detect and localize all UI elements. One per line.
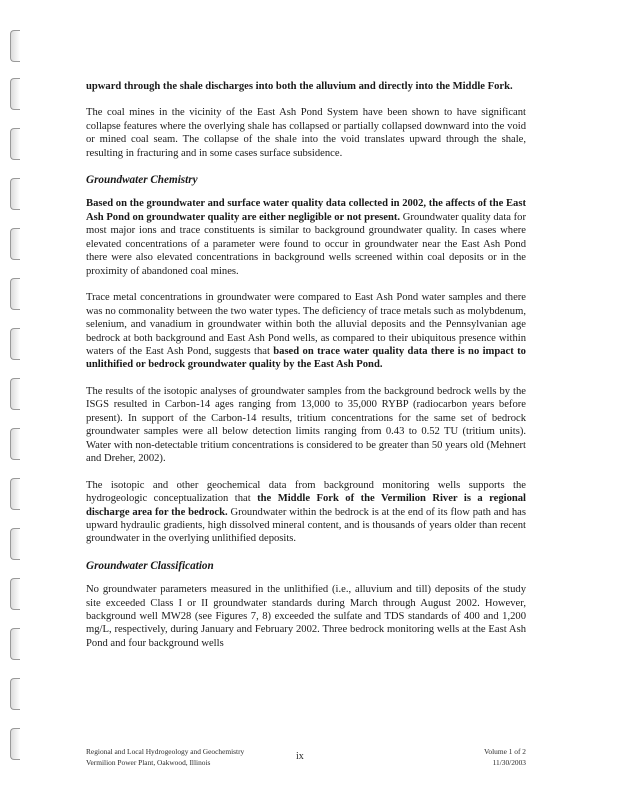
binder-ring-icon — [10, 78, 20, 110]
paragraph-geochemical-data — [86, 479, 526, 546]
text: Groundwater quality data for most major ions and trace constituents is similar to background groundwater quality. In cases where elevated concentrations of a parameter were found to occur in groundwater near the East Ash Pond there were also elevated concentrations in background wells screened within coal deposits or in the proximity of abandoned coal mines. — [86, 211, 527, 277]
binder-ring-icon — [10, 328, 20, 360]
paragraph-trace-metals — [86, 291, 526, 372]
bold-text: the Middle Fork of the Vermilion River is a regional discharge area for the bedrock. — [86, 493, 527, 518]
bold-text: upward through the shale discharges into both the alluvium and directly into the Middle Fork. — [86, 81, 513, 92]
binder-ring-icon — [10, 128, 20, 160]
binder-ring-icon — [10, 478, 20, 510]
text: The isotopic and other geochemical data from background monitoring wells supports the hydrogeologic conceptualization that — [86, 479, 526, 505]
bold-text: Based on the groundwater and surface water quality data collected in 2002, the affects of the East Ash Pond on groundwater quality are either negligible or not present. — [86, 198, 526, 223]
binder-ring-icon — [10, 378, 20, 410]
binder-ring-icon — [10, 30, 20, 62]
footer-right — [484, 746, 526, 769]
paragraph-classification: No groundwater parameters measured in the unlithified (i.e., alluvium and till) deposits of the study site exceeded Class I or II groundwater standards during March through August 2002. However, background well MW28 (see Figures 7, 8) exceeded the sulfate and TDS standards of 400 and 1,200 mg/L, respectively, during January and February 2002. Three bedrock monitoring wells at the East Ash Pond and four background wells — [86, 584, 526, 649]
binder-ring-icon — [10, 678, 20, 710]
footer-volume: Volume 1 of 2 — [484, 747, 526, 756]
page-number: ix — [296, 751, 304, 762]
footer-left — [86, 746, 244, 769]
paragraph-quality-data — [86, 197, 526, 278]
binder-ring-icon — [10, 728, 20, 760]
footer-report-title: Regional and Local Hydrogeology and Geochemistry — [86, 747, 245, 756]
bold-text: based on trace water quality data there is no impact to unlithified or bedrock groundwater quality by the East Ash Pond. — [86, 346, 526, 371]
page-body — [86, 80, 526, 663]
binder-ring-icon — [10, 578, 20, 610]
text: Groundwater within the bedrock is at the end of its flow path and has upward hydraulic gradients, high dissolved mineral content, and is thousands of years older than recent groundwater in the overlying unlithified deposits. — [86, 506, 526, 545]
binder-ring-icon — [10, 428, 20, 460]
binder-holes — [0, 20, 30, 790]
binder-ring-icon — [10, 528, 20, 560]
footer-date: 11/30/2003 — [492, 758, 526, 768]
binder-ring-icon — [10, 228, 20, 260]
paragraph-isotopic-results: The results of the isotopic analyses of groundwater samples from the background bedrock wells by the ISGS resulted in Carbon-14 ages ranging from 13,000 to 35,000 RYBP (radiocarbon years before present). In support of the Carbon-14 results, tritium concentrations for the same set of bedrock groundwater samples were all below detection limits ranging from 0.43 to 0.52 TU (tritium units). Water with non-detectable tritium concentrations is considered to be greater than 50 years old (Mehnert and Dreher, 2002). — [86, 385, 526, 465]
binder-ring-icon — [10, 278, 20, 310]
footer-location: Vermilion Power Plant, Oakwood, Illinois — [86, 758, 211, 768]
paragraph-continuation — [86, 80, 526, 93]
paragraph-coal-mines: The coal mines in the vicinity of the East Ash Pond System have been shown to have significant collapse features where the overlying shale has collapsed or partially collapsed downward into the void or mined coal seam. The collapse of the shale into the void translates upward through the shale, resulting in fracturing and in some cases surface subsidence. — [86, 107, 526, 159]
section-heading-groundwater-chemistry: Groundwater Chemistry — [86, 174, 198, 187]
binder-ring-icon — [10, 628, 20, 660]
binder-ring-icon — [10, 178, 20, 210]
section-heading-groundwater-classification: Groundwater Classification — [86, 559, 214, 572]
text: Trace metal concentrations in groundwater were compared to East Ash Pond water samples and there was no commonality between the two water types. The deficiency of trace metals such as molybdenum, selenium, and vanadium in groundwater within both the alluvial deposits and the Pennsylvanian age bedrock at both background and East Ash Pond wells, as compared to their ubiquitous presence within waters of the East Ash Pond, suggests that — [86, 292, 526, 358]
